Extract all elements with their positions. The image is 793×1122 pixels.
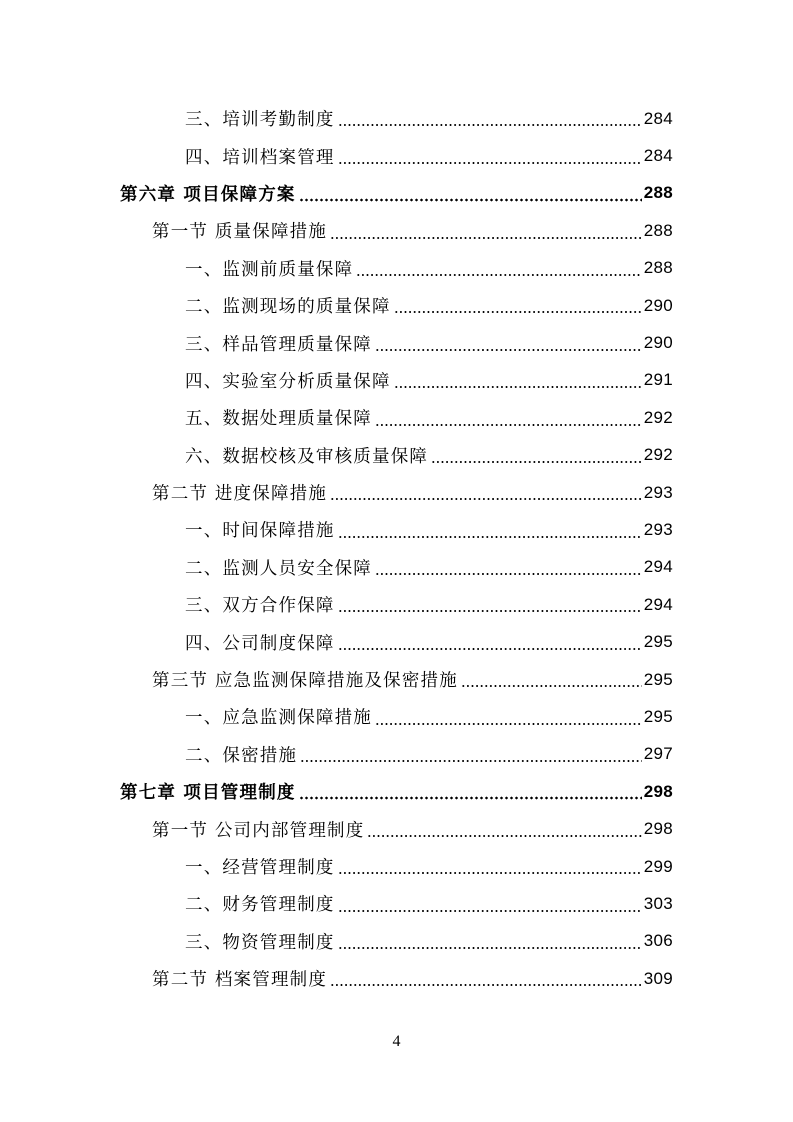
toc-entry-item[interactable] xyxy=(0,848,793,885)
dot-leader xyxy=(367,824,641,838)
toc-entry-page-number: 294 xyxy=(643,557,673,577)
dot-leader xyxy=(375,712,642,726)
toc-entry-title: 第七章 项目管理制度 xyxy=(120,783,296,804)
toc-entry-page-number: 288 xyxy=(643,183,673,203)
toc-entry-page-number: 298 xyxy=(643,781,673,801)
toc-entry-item[interactable] xyxy=(0,137,793,174)
toc-entry-page-number: 290 xyxy=(643,295,673,315)
dot-leader xyxy=(299,786,642,800)
toc-entry-item[interactable] xyxy=(0,698,793,735)
toc-entry-title: 二、监测人员安全保障 xyxy=(185,558,372,579)
toc-entry-item[interactable] xyxy=(0,399,793,436)
toc-entry-title: 一、时间保障措施 xyxy=(185,521,335,542)
toc-entry-item[interactable] xyxy=(0,885,793,922)
toc-entry-page-number: 303 xyxy=(643,893,673,913)
toc-entry-title: 三、培训考勤制度 xyxy=(185,110,335,131)
toc-entry-title: 一、经营管理制度 xyxy=(185,858,335,878)
dot-leader xyxy=(338,113,642,127)
page-number: 4 xyxy=(392,1033,401,1050)
toc-entry-item[interactable] xyxy=(0,100,793,137)
toc-entry-page-number: 291 xyxy=(643,370,673,390)
toc-entry-page-number: 288 xyxy=(643,220,673,240)
toc-entry-section[interactable] xyxy=(0,661,793,698)
dot-leader xyxy=(375,562,642,576)
toc-entry-title: 四、培训档案管理 xyxy=(185,147,335,168)
toc-entry-item[interactable] xyxy=(0,437,793,474)
toc-entry-page-number: 295 xyxy=(643,706,673,726)
toc-entry-title: 五、数据处理质量保障 xyxy=(185,409,372,430)
toc-entry-title: 六、数据校核及审核质量保障 xyxy=(185,446,429,467)
dot-leader xyxy=(338,637,642,651)
dot-leader xyxy=(375,338,642,352)
dot-leader xyxy=(394,375,642,389)
toc-entry-item[interactable] xyxy=(0,623,793,660)
toc-entry-title: 第二节 档案管理制度 xyxy=(152,970,328,991)
dot-leader xyxy=(431,450,642,464)
toc-entry-section[interactable] xyxy=(0,960,793,997)
toc-entry-item[interactable] xyxy=(0,586,793,623)
toc-entry-title: 二、监测现场的质量保障 xyxy=(185,297,391,318)
toc-entry-page-number: 294 xyxy=(643,594,673,614)
toc-entry-page-number: 292 xyxy=(643,407,673,427)
dot-leader xyxy=(375,413,642,427)
toc-entry-page-number: 284 xyxy=(643,146,673,166)
dot-leader xyxy=(330,487,642,501)
dot-leader xyxy=(338,899,642,913)
toc-entry-page-number: 297 xyxy=(643,744,673,764)
toc-entry-item[interactable] xyxy=(0,511,793,548)
toc-entry-item[interactable] xyxy=(0,923,793,960)
toc-entry-page-number: 292 xyxy=(643,445,673,465)
dot-leader xyxy=(338,151,642,165)
toc-entry-page-number: 290 xyxy=(643,333,673,353)
toc-entry-item[interactable] xyxy=(0,250,793,287)
toc-entry-page-number: 288 xyxy=(643,258,673,278)
toc-entry-title: 第六章 项目保障方案 xyxy=(120,184,296,205)
toc-entry-title: 三、物资管理制度 xyxy=(185,932,335,953)
dot-leader xyxy=(356,263,641,277)
toc-entry-item[interactable] xyxy=(0,324,793,361)
toc-entry-item[interactable] xyxy=(0,362,793,399)
toc-entry-page-number: 299 xyxy=(643,856,673,876)
toc-entry-title: 一、应急监测保障措施 xyxy=(185,708,372,729)
table-of-contents xyxy=(0,100,793,997)
toc-entry-section[interactable] xyxy=(0,474,793,511)
toc-entry-title: 二、保密措施 xyxy=(185,745,298,766)
toc-entry-item[interactable] xyxy=(0,287,793,324)
toc-entry-title: 一、监测前质量保障 xyxy=(185,259,354,280)
toc-entry-title: 第三节 应急监测保障措施及保密措施 xyxy=(152,671,458,692)
dot-leader xyxy=(338,599,642,613)
toc-entry-chapter[interactable] xyxy=(0,773,793,810)
dot-leader xyxy=(461,674,642,688)
toc-entry-title: 第一节 质量保障措施 xyxy=(152,222,328,243)
dot-leader xyxy=(330,973,642,987)
toc-entry-page-number: 295 xyxy=(643,669,673,689)
toc-entry-title: 第二节 进度保障措施 xyxy=(152,484,328,505)
dot-leader xyxy=(394,300,642,314)
toc-entry-title: 三、双方合作保障 xyxy=(185,596,335,617)
dot-leader xyxy=(330,226,642,240)
toc-entry-title: 四、公司制度保障 xyxy=(185,633,335,654)
dot-leader xyxy=(338,936,642,950)
toc-entry-page-number: 306 xyxy=(643,931,673,951)
dot-leader xyxy=(299,188,642,202)
toc-entry-item[interactable] xyxy=(0,549,793,586)
dot-leader xyxy=(338,525,642,539)
toc-entry-item[interactable] xyxy=(0,736,793,773)
toc-entry-chapter[interactable] xyxy=(0,175,793,212)
toc-entry-page-number: 298 xyxy=(643,819,673,839)
toc-entry-page-number: 295 xyxy=(643,632,673,652)
toc-entry-page-number: 293 xyxy=(643,519,673,539)
toc-entry-page-number: 284 xyxy=(643,108,673,128)
toc-entry-section[interactable] xyxy=(0,212,793,249)
toc-entry-title: 四、实验室分析质量保障 xyxy=(185,371,391,392)
toc-entry-title: 三、样品管理质量保障 xyxy=(185,334,372,355)
toc-entry-page-number: 309 xyxy=(643,968,673,988)
toc-entry-section[interactable] xyxy=(0,810,793,847)
toc-entry-page-number: 293 xyxy=(643,482,673,502)
toc-entry-title: 第一节 公司内部管理制度 xyxy=(152,820,365,841)
toc-entry-title: 二、财务管理制度 xyxy=(185,895,335,916)
dot-leader xyxy=(300,749,642,763)
dot-leader xyxy=(338,861,642,875)
